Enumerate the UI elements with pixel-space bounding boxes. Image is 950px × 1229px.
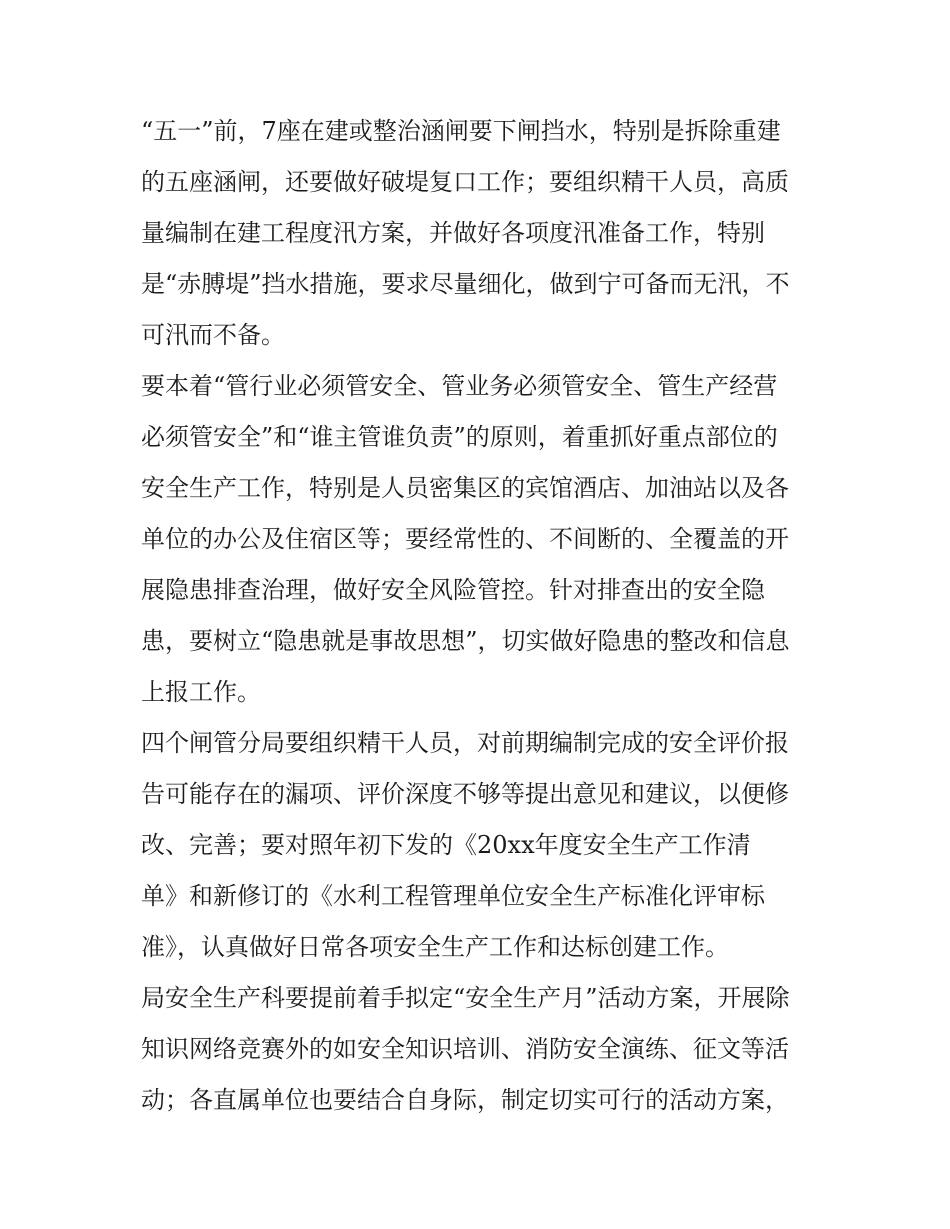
text-line: 准》，认真做好日常各项安全生产工作和达标创建工作。	[141, 933, 729, 961]
text-line: 改、完善；要对照年初下发的《20xx年度安全生产工作清	[141, 831, 751, 859]
text-line: 四个闸管分局要组织精干人员，对前期编制完成的安全评价报	[141, 729, 789, 757]
paragraph-flood-prevention	[141, 106, 821, 361]
document-body	[141, 106, 821, 1126]
text-line: 要本着“管行业必须管安全、管业务必须管安全、管生产经营	[141, 372, 778, 400]
text-line: 可汛而不备。	[141, 321, 285, 349]
text-line: 知识网络竞赛外的如安全知识培训、消防安全演练、征文等活	[141, 1035, 789, 1063]
paragraph-hazard-inspection	[141, 361, 821, 718]
paragraph-safety-month	[141, 973, 821, 1126]
text-line: 上报工作。	[141, 678, 261, 706]
text-line: 单位的办公及住宿区等；要经常性的、不间断的、全覆盖的开	[141, 525, 789, 553]
text-line: 安全生产工作，特别是人员密集区的宾馆酒店、加油站以及各	[141, 474, 789, 502]
text-line: 展隐患排查治理，做好安全风险管控。针对排查出的安全隐	[141, 576, 765, 604]
text-line: “五一”前，7座在建或整治涵闸要下闸挡水，特别是拆除重建	[141, 117, 781, 145]
text-line: 动；各直属单位也要结合自身际，制定切实可行的活动方案，	[141, 1086, 789, 1114]
paragraph-safety-evaluation	[141, 718, 821, 973]
text-line: 告可能存在的漏项、评价深度不够等提出意见和建议，以便修	[141, 780, 789, 808]
text-line: 患，要树立“隐患就是事故思想”，切实做好隐患的整改和信息	[141, 627, 790, 655]
text-line: 单》和新修订的《水利工程管理单位安全生产标准化评审标	[141, 882, 765, 910]
text-line: 量编制在建工程度汛方案，并做好各项度汛准备工作，特别	[141, 219, 765, 247]
text-line: 是“赤膊堤”挡水措施，要求尽量细化，做到宁可备而无汛，不	[141, 270, 790, 298]
text-line: 的五座涵闸，还要做好破堤复口工作；要组织精干人员，高质	[141, 168, 789, 196]
text-line: 必须管安全”和“谁主管谁负责”的原则，着重抓好重点部位的	[141, 423, 778, 451]
text-line: 局安全生产科要提前着手拟定“安全生产月”活动方案，开展除	[141, 984, 790, 1012]
